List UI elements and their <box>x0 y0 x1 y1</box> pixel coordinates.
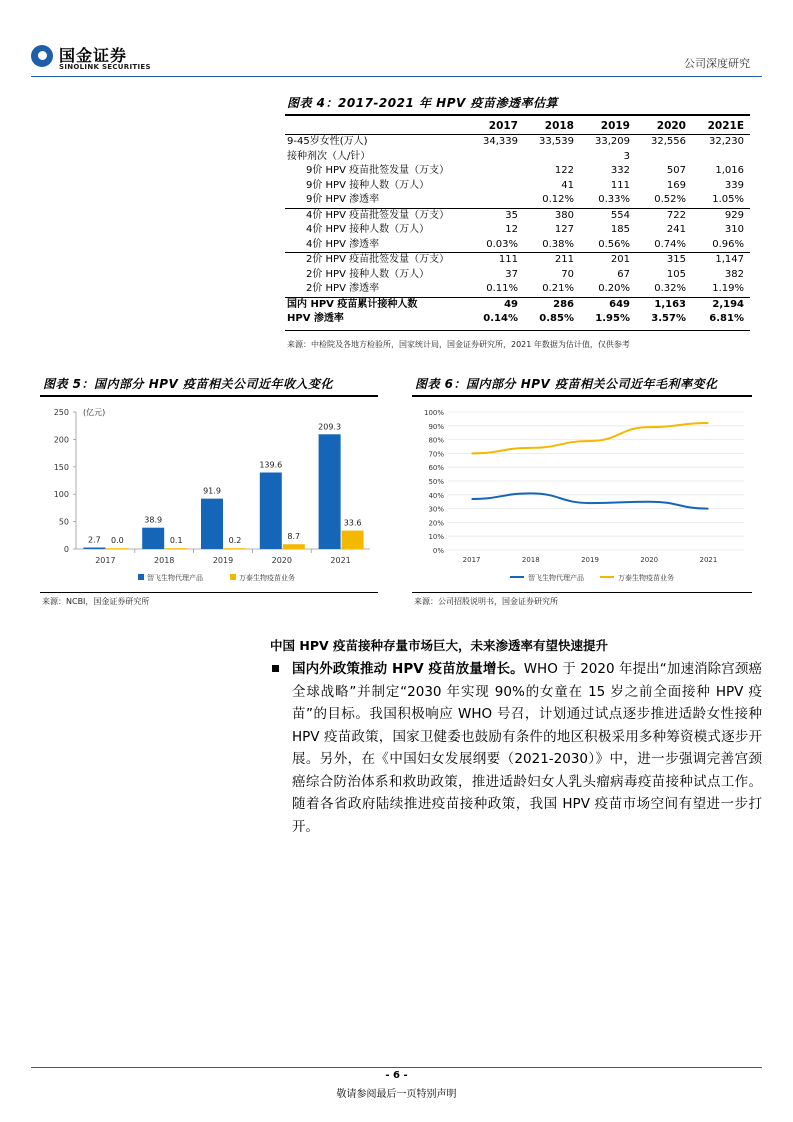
section-paragraph <box>292 658 762 838</box>
table-row <box>285 208 750 223</box>
table-cell: 0.12% <box>542 194 574 205</box>
table-cell: 34,339 <box>483 136 518 147</box>
bar-zhifei <box>319 434 341 549</box>
table-cell: 105 <box>666 268 686 280</box>
table-row-label: 2价 HPV 疫苗批签发量（万支） <box>285 253 468 268</box>
paragraph-body: WHO 于 2020 年提出“加速消除宫颈癌全球战略”并制定“2030 年实现 90%的女童在 15 岁之前全面接种 HPV 疫苗”的目标。我国积极响应 WHO 号召，计划通过试点逐步推进适龄女性接种 HPV 疫苗政策，国家卫健委也鼓励有条件的地区积极采用多种筹资模式逐步开展。另外，在《中国妇女发展纲要（2021-2030）》中，进一步强调完善宫颈癌综合防治体系和救助政策，推进适龄妇女人乳头瘤病毒疫苗接种试点工作。随着各省政府陆续推进疫苗接种政策，我国 HPV 疫苗市场空间有望进一步打开。 <box>292 661 762 835</box>
bar-wantai <box>342 531 364 549</box>
data-table-wrap <box>285 118 750 327</box>
y-tick-label: 80% <box>428 436 444 445</box>
legend-swatch <box>138 574 144 580</box>
table-cell: 382 <box>724 268 744 280</box>
table-row <box>285 179 750 194</box>
y-axis-unit: (亿元) <box>83 408 106 417</box>
y-tick-label: 60% <box>428 464 444 473</box>
chart5-top-rule <box>40 395 378 397</box>
table-header-cell: 2018 <box>524 118 580 135</box>
y-tick-label: 50% <box>428 478 444 486</box>
table-cell <box>468 150 524 165</box>
bar-data-label: 0.2 <box>228 536 242 546</box>
table-cell: 332 <box>610 165 630 176</box>
table-row-label: 4价 HPV 疫苗批签发量（万支） <box>285 208 468 223</box>
table-cell <box>468 164 524 179</box>
x-tick-label: 2020 <box>640 556 659 564</box>
table-cell: 37 <box>505 268 518 280</box>
bullet-square-icon <box>272 665 279 672</box>
chart5-bottom-rule <box>40 592 378 593</box>
table-cell: 0.96% <box>712 238 744 250</box>
table-cell: 0.85% <box>539 313 574 324</box>
x-tick-label: 2021 <box>330 556 351 565</box>
table-cell: 286 <box>524 297 580 312</box>
table-cell: 315 <box>636 253 692 268</box>
header-divider <box>31 76 762 77</box>
y-tick-label: 20% <box>428 519 444 528</box>
table-cell: 3 <box>623 150 630 162</box>
table-cell: 0.14% <box>483 313 518 324</box>
gross-margin-line-chart <box>412 400 752 590</box>
table-cell: 310 <box>724 224 744 235</box>
table-cell: 211 <box>524 253 580 268</box>
bar-wantai <box>165 548 187 549</box>
bar-data-label: 38.9 <box>144 515 163 525</box>
table-cell: 67 <box>617 268 630 280</box>
table-cell <box>524 150 580 165</box>
table-cell: 1,147 <box>692 253 750 268</box>
legend-swatch <box>230 574 236 580</box>
table-row-label: HPV 渗透率 <box>287 313 344 324</box>
table-row <box>285 312 750 327</box>
table-cell: 35 <box>468 208 524 223</box>
table-cell: 1,163 <box>636 297 692 312</box>
chart6-title: 图表 6：国内部分 HPV 疫苗相关公司近年毛利率变化 <box>415 377 718 391</box>
table-cell: 70 <box>561 268 574 280</box>
table-row <box>285 253 750 268</box>
table-cell: 1.05% <box>712 194 744 205</box>
page-number: - 6 - <box>385 1070 408 1081</box>
table-cell: 380 <box>524 208 580 223</box>
table-header-cell: 2019 <box>580 118 636 135</box>
table-cell: 122 <box>554 165 574 176</box>
table-row <box>285 135 750 150</box>
table-cell: 0.03% <box>486 238 518 250</box>
bar-zhifei <box>260 472 282 549</box>
table-cell: 0.33% <box>598 194 630 205</box>
chart5-source: 来源：NCBI，国金证券研究所 <box>42 597 150 606</box>
table-row <box>285 268 750 283</box>
bar-data-label: 2.7 <box>88 535 101 545</box>
table-row <box>285 164 750 179</box>
table-cell: 12 <box>505 224 518 235</box>
y-tick-label: 150 <box>53 462 69 472</box>
bar-wantai <box>106 548 128 549</box>
table-cell: 0.38% <box>542 238 574 250</box>
table-cell: 41 <box>561 179 574 191</box>
chart5-title: 图表 5：国内部分 HPV 疫苗相关公司近年收入变化 <box>43 377 334 391</box>
section-heading: 中国 HPV 疫苗接种存量市场巨大，未来渗透率有望快速提升 <box>270 638 609 653</box>
x-tick-label: 2020 <box>271 556 292 565</box>
table-bottom-rule <box>285 330 750 331</box>
table-cell: 201 <box>580 253 636 268</box>
y-tick-label: 100 <box>53 490 69 500</box>
table-cell: 33,209 <box>595 136 630 147</box>
y-tick-label: 10% <box>428 533 444 542</box>
revenue-bar-chart <box>40 400 380 590</box>
bar-zhifei <box>142 528 164 549</box>
table-header-row <box>285 118 750 135</box>
y-tick-label: 30% <box>428 505 444 514</box>
table-row-label: 9-45岁女性(万人) <box>287 136 368 147</box>
hpv-penetration-table <box>285 118 750 327</box>
table-cell <box>636 150 692 165</box>
table-row-label: 9价 HPV 接种人数（万人） <box>306 179 430 191</box>
bar-data-label: 91.9 <box>203 486 221 496</box>
table-cell: 1.95% <box>595 313 630 324</box>
bar-data-label: 0.1 <box>169 536 183 546</box>
y-tick-label: 0% <box>432 547 444 555</box>
y-tick-label: 90% <box>428 422 444 431</box>
table-row-label: 9价 HPV 渗透率 <box>306 194 380 205</box>
y-tick-label: 40% <box>428 491 444 500</box>
table-cell: 3.57% <box>651 313 686 324</box>
footer-disclaimer: 敬请参阅最后一页特别声明 <box>336 1089 457 1100</box>
table-cell: 32,230 <box>709 136 744 147</box>
table-cell: 33,539 <box>539 136 574 147</box>
series-line-wantai <box>472 423 709 453</box>
table-row <box>285 193 750 208</box>
y-tick-label: 0 <box>63 545 69 554</box>
x-tick-label: 2017 <box>95 556 116 565</box>
y-tick-label: 100% <box>423 409 444 417</box>
table-cell: 1,016 <box>715 165 744 176</box>
table-cell: 169 <box>666 179 686 191</box>
chart6-bottom-rule <box>412 592 752 593</box>
bar-wantai <box>283 544 305 549</box>
table-row-label: 国内 HPV 疫苗累计接种人数 <box>285 297 468 312</box>
bar-zhifei <box>83 548 105 549</box>
table-title: 图表 4：2017-2021 年 HPV 疫苗渗透率估算 <box>287 96 558 110</box>
table-row <box>285 223 750 238</box>
bar-data-label: 0.0 <box>111 536 124 546</box>
legend-label: 智飞生物代理产品 <box>528 574 584 582</box>
chart6-source: 来源：公司招股说明书，国金证券研究所 <box>414 597 558 606</box>
legend-label: 万泰生物疫苗业务 <box>239 574 295 582</box>
table-row <box>285 282 750 297</box>
logo-icon <box>31 45 53 67</box>
bar-wantai <box>224 548 246 549</box>
table-cell: 0.21% <box>542 283 574 294</box>
table-cell: 0.74% <box>654 238 686 250</box>
table-cell: 0.11% <box>486 283 518 294</box>
table-cell: 929 <box>692 208 750 223</box>
table-row-label: 2价 HPV 接种人数（万人） <box>306 268 430 280</box>
logo-cn: 国金证券 <box>59 46 128 65</box>
table-header-cell: 2017 <box>468 118 524 135</box>
logo-en: SINOLINK SECURITIES <box>59 63 151 71</box>
bar-data-label: 139.6 <box>259 460 283 470</box>
x-tick-label: 2017 <box>462 556 481 564</box>
table-cell: 339 <box>724 179 744 191</box>
table-cell: 0.20% <box>598 283 630 294</box>
series-line-zhifei <box>472 493 709 508</box>
x-tick-label: 2019 <box>581 556 599 564</box>
table-cell: 6.81% <box>709 313 744 324</box>
chart6-top-rule <box>412 395 752 397</box>
bar-data-label: 8.7 <box>287 532 301 542</box>
table-row-label: 接种剂次（人/针） <box>287 150 371 162</box>
table-cell: 2,194 <box>692 297 750 312</box>
legend-label: 万泰生物疫苗业务 <box>618 574 674 582</box>
y-tick-label: 70% <box>428 450 444 459</box>
table-row <box>285 150 750 165</box>
table-cell: 0.56% <box>598 238 630 250</box>
bar-data-label: 209.3 <box>318 422 342 432</box>
x-tick-label: 2018 <box>154 556 175 565</box>
table-cell: 111 <box>468 253 524 268</box>
table-cell: 241 <box>666 224 686 235</box>
table-row-label: 4价 HPV 接种人数（万人） <box>306 224 430 235</box>
x-tick-label: 2019 <box>212 556 234 565</box>
table-row-label: 9价 HPV 疫苗批签发量（万支） <box>306 165 450 176</box>
table-cell: 32,556 <box>651 136 686 147</box>
table-cell: 0.32% <box>654 283 686 294</box>
table-cell: 127 <box>554 224 574 235</box>
table-header-blank <box>285 118 468 135</box>
table-cell <box>468 193 524 208</box>
table-cell: 49 <box>468 297 524 312</box>
table-cell: 185 <box>610 224 630 235</box>
table-header-cell: 2021E <box>692 118 750 135</box>
table-cell: 554 <box>580 208 636 223</box>
bar-zhifei <box>201 499 223 549</box>
table-cell: 649 <box>580 297 636 312</box>
table-source: 来源：中检院及各地方检验所，国家统计局，国金证券研究所，2021 年数据为估计值，仅供参考 <box>287 340 630 349</box>
table-cell: 1.19% <box>712 283 744 294</box>
table-cell: 111 <box>610 179 630 191</box>
paragraph-lead: 国内外政策推动 HPV 疫苗放量增长。 <box>292 661 524 677</box>
table-row <box>285 297 750 312</box>
x-tick-label: 2021 <box>699 556 718 564</box>
table-row-label: 4价 HPV 渗透率 <box>306 238 380 250</box>
table-row-label: 2价 HPV 渗透率 <box>306 283 380 294</box>
y-tick-label: 50 <box>58 517 69 527</box>
table-cell: 0.52% <box>654 194 686 205</box>
legend-label: 智飞生物代理产品 <box>147 574 203 582</box>
table-row <box>285 238 750 253</box>
table-cell: 722 <box>636 208 692 223</box>
table-top-rule <box>285 114 750 116</box>
y-tick-label: 250 <box>53 408 69 417</box>
table-cell <box>692 150 750 165</box>
table-cell: 507 <box>666 165 686 176</box>
y-tick-label: 200 <box>53 435 69 445</box>
table-cell <box>468 179 524 194</box>
footer-divider <box>31 1067 762 1068</box>
x-tick-label: 2018 <box>521 556 540 564</box>
bar-data-label: 33.6 <box>343 518 362 528</box>
doc-type: 公司深度研究 <box>684 57 750 70</box>
table-header-cell: 2020 <box>636 118 692 135</box>
